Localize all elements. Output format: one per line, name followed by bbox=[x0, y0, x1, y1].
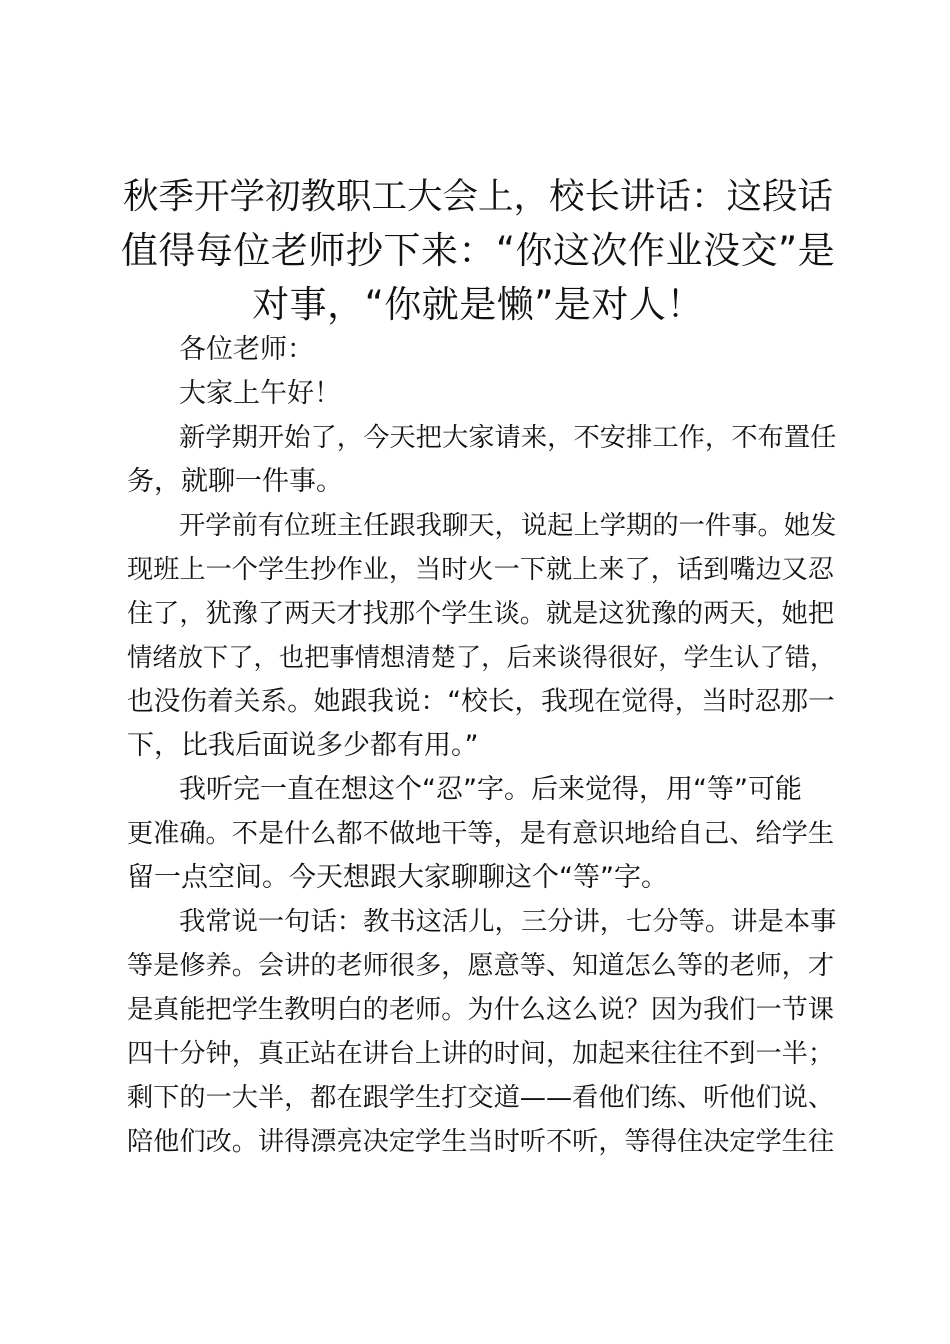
greeting-paragraph bbox=[127, 372, 837, 416]
body-paragraph bbox=[127, 504, 837, 768]
text-line: 开学前有位班主任跟我聊天，说起上学期的一件事。她发 bbox=[179, 511, 837, 541]
body-paragraph bbox=[127, 768, 837, 900]
text-line: 现班上一个学生抄作业，当时火一下就上来了，话到嘴边又忍 bbox=[127, 555, 835, 585]
title-line: 值得每位老师抄下来：“你这次作业没交”是 bbox=[120, 229, 836, 272]
title-line: 对事，“你就是懒”是对人！ bbox=[252, 283, 704, 326]
text-line: 我听完一直在想这个“忍”字。后来觉得，用“等”可能 bbox=[179, 774, 802, 805]
document-body bbox=[127, 328, 837, 1164]
text-line: 也没伤着关系。她跟我说：“校长，我现在觉得，当时忍那一 bbox=[127, 686, 835, 717]
body-paragraph bbox=[127, 900, 837, 1164]
text-line: 住了，犹豫了两天才找那个学生谈。就是这犹豫的两天，她把 bbox=[127, 599, 835, 629]
text-line: 情绪放下了，也把事情想清楚了，后来谈得很好，学生认了错， bbox=[127, 643, 836, 672]
text-line: 大家上午好！ bbox=[179, 378, 341, 409]
text-line: 剩下的一大半，都在跟学生打交道——看他们练、听他们说、 bbox=[127, 1083, 835, 1113]
text-line: 四十分钟，真正站在讲台上讲的时间，加起来往往不到一半； bbox=[127, 1039, 835, 1069]
text-line: 新学期开始了，今天把大家请来，不安排工作，不布置任 bbox=[179, 423, 837, 453]
title-line: 秋季开学初教职工大会上，校长讲话：这段话 bbox=[122, 176, 833, 217]
text-line: 留一点空间。今天想跟大家聊聊这个“等”字。 bbox=[127, 862, 668, 893]
salutation-paragraph bbox=[127, 328, 837, 372]
body-paragraph bbox=[127, 416, 837, 504]
text-line: 务，就聊一件事。 bbox=[127, 466, 343, 497]
text-line: 等是修养。会讲的老师很多，愿意等、知道怎么等的老师，才 bbox=[127, 951, 835, 981]
text-line: 是真能把学生教明白的老师。为什么这么说？因为我们一节课 bbox=[127, 995, 835, 1025]
text-line: 下，比我后面说多少都有用。” bbox=[127, 730, 479, 761]
text-line: 各位老师： bbox=[179, 334, 314, 365]
document-title bbox=[118, 170, 838, 332]
text-line: 陪他们改。讲得漂亮决定学生当时听不听，等得住决定学生往 bbox=[127, 1127, 835, 1157]
text-line: 更准确。不是什么都不做地干等，是有意识地给自己、给学生 bbox=[127, 819, 835, 849]
text-line: 我常说一句话：教书这活儿，三分讲，七分等。讲是本事 bbox=[179, 907, 837, 937]
